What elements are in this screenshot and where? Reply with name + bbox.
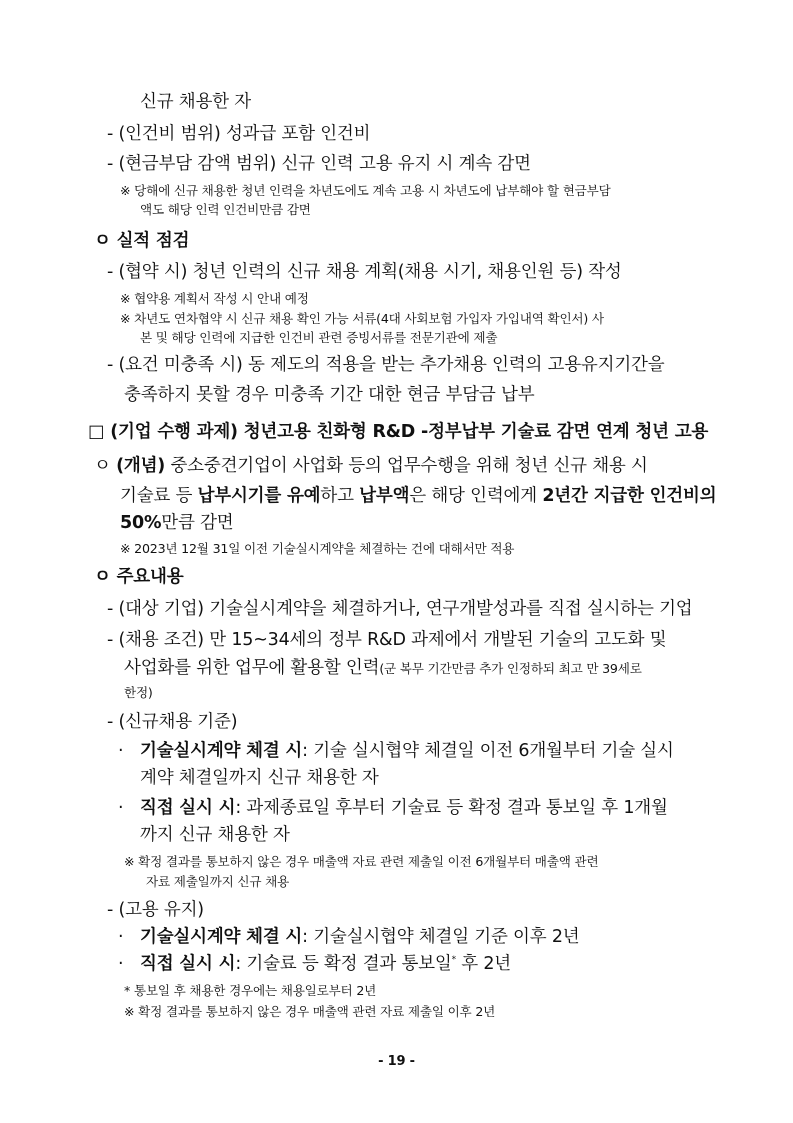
payment-emphasis: 납부액 — [359, 486, 410, 506]
concept-label: (개념) — [116, 456, 166, 476]
unmet-requirement-cont: 충족하지 못할 경우 미충족 기간 대한 현금 부담금 납부 — [124, 385, 535, 405]
middle-dot-bullet: · — [118, 798, 124, 818]
note-no-notification-cont: 자료 제출일까지 신규 채용 — [146, 874, 290, 889]
middle-dot-bullet: · — [118, 741, 124, 761]
agreement-hiring-plan: - (협약 시) 청년 인력의 신규 채용 계획(채용 시기, 채용인원 등) 작성 — [107, 262, 622, 282]
continued-text: 신규 채용한 자 — [140, 92, 251, 112]
retention-tech-text: : 기술실시협약 체결일 기준 이후 2년 — [302, 927, 580, 947]
concept-line-3 — [120, 515, 793, 533]
hiring-conditions-cont — [124, 660, 793, 678]
concept-text-2e: 은 해당 인력에게 — [409, 486, 543, 506]
note-two-years-after-submission: ※ 확정 결과를 통보하지 않은 경우 매출액 관련 자료 제출일 이후 2년 — [124, 1004, 496, 1019]
hiring-conditions: - (채용 조건) 만 15~34세의 정부 R&D 과제에서 개발된 기술의 고도화 및 — [107, 630, 667, 650]
retention-direct-tail: 후 2년 — [455, 954, 511, 974]
new-hire-criteria: - (신규채용 기준) — [107, 712, 238, 732]
labor-cost-scope: - (인건비 범위) 성과급 포함 인건비 — [107, 124, 371, 144]
main-contents-heading: ㅇ 주요내용 — [94, 567, 184, 587]
concept-line-2 — [120, 488, 793, 506]
retention-direct — [118, 956, 793, 974]
cash-burden-reduction-scope: - (현금부담 감액 범위) 신규 인력 고용 유지 시 계속 감면 — [107, 154, 531, 174]
concept-line-1 — [94, 458, 793, 476]
criteria-direct — [118, 800, 793, 818]
hiring-conditions-end: 한정) — [124, 685, 153, 700]
deferral-emphasis: 납부시기를 유예 — [197, 486, 321, 506]
tech-contract-text: : 기술 실시협약 체결일 이전 6개월부터 기술 실시 — [302, 741, 674, 761]
concept-text-1: 중소중견기업이 사업화 등의 업무수행을 위해 청년 신규 채용 시 — [165, 456, 648, 476]
retention-tech-label: 기술실시계약 체결 시 — [140, 927, 303, 947]
concept-text-2: 기술료 등 — [120, 486, 198, 506]
tech-contract-label: 기술실시계약 체결 시 — [140, 741, 303, 761]
concept-text-2c: 하고 — [320, 486, 360, 506]
page-number: - 19 - — [378, 1054, 415, 1069]
concept-text-3: 만큼 감면 — [161, 513, 234, 533]
performance-check-heading: ㅇ 실적 점검 — [94, 231, 190, 251]
note-continued-employment: ※ 당해에 신규 채용한 청년 인력을 차년도에도 계속 고용 시 차년도에 납부해야 할 현금부담 — [120, 183, 611, 198]
direct-text: : 과제종료일 후부터 기술료 등 확정 결과 통보일 후 1개월 — [235, 798, 668, 818]
retention-tech-contract — [118, 929, 793, 947]
middle-dot-bullet: · — [118, 954, 124, 974]
retention-direct-label: 직접 실시 시 — [140, 954, 236, 974]
note-annual-agreement-docs-cont: 본 및 해당 인력에 지급한 인건비 관련 증빙서류를 전문기관에 제출 — [140, 330, 498, 345]
note-plan-guide: ※ 협약용 계획서 작성 시 안내 예정 — [120, 291, 309, 306]
employment-retention: - (고용 유지) — [107, 900, 204, 920]
middle-dot-bullet: · — [118, 927, 124, 947]
hiring-conditions-text: 사업화를 위한 업무에 활용할 인력 — [124, 658, 380, 678]
asterisk-marker: * — [451, 955, 456, 965]
direct-label: 직접 실시 시 — [140, 798, 236, 818]
note-annual-agreement-docs: ※ 차년도 연차협약 시 신규 채용 확인 가능 서류(4대 사회보험 가입자 가입내역 확인서) 사 — [120, 311, 604, 326]
note-continued-employment-cont: 액도 해당 인력 인건비만큼 감면 — [140, 202, 311, 217]
target-company: - (대상 기업) 기술실시계약을 체결하거나, 연구개발성과를 직접 실시하는 기업 — [107, 599, 693, 619]
two-year-labor-emphasis: 2년간 지급한 인건비의 — [542, 486, 717, 506]
criteria-direct-cont: 까지 신규 채용한 자 — [140, 825, 290, 845]
criteria-tech-contract-cont: 계약 체결일까지 신규 채용한 자 — [140, 768, 379, 788]
fifty-percent-emphasis: 50% — [120, 513, 162, 533]
retention-direct-text: : 기술료 등 확정 결과 통보일 — [235, 954, 452, 974]
unmet-requirement: - (요건 미충족 시) 동 제도의 적용을 받는 추가채용 인력의 고용유지기간을 — [107, 355, 665, 375]
criteria-tech-contract — [118, 743, 793, 761]
circle-bullet: ㅇ — [94, 456, 111, 476]
note-contract-deadline: ※ 2023년 12월 31일 이전 기술실시계약을 체결하는 건에 대해서만 적용 — [120, 541, 515, 556]
section-title: □ (기업 수행 과제) 청년고용 친화형 R&D -정부납부 기술료 감면 연계 청년 고용 — [88, 422, 709, 442]
military-service-note: (군 복무 기간만큼 추가 인정하되 최고 만 39세로 — [379, 661, 642, 676]
note-no-notification: ※ 확정 결과를 통보하지 않은 경우 매출액 자료 관련 제출일 이전 6개월부터 매출액 관련 — [124, 854, 599, 869]
footnote-hire-after-notice: * 통보일 후 채용한 경우에는 채용일로부터 2년 — [124, 983, 377, 998]
